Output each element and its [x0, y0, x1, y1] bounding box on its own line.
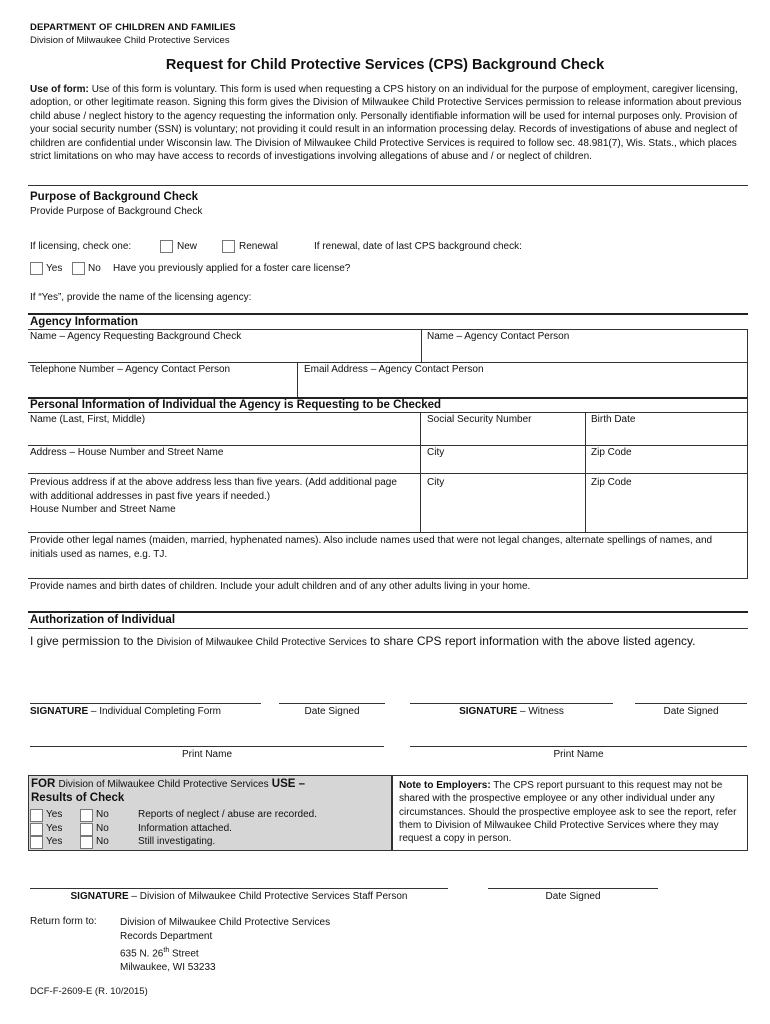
employers-note: [399, 779, 744, 845]
street-suffix: th: [163, 947, 170, 954]
staff-signature-label: [30, 891, 448, 902]
office-use-title: [31, 778, 305, 790]
street-number: 635 N. 26: [120, 948, 164, 960]
result-yes-checkbox[interactable]: [30, 823, 43, 836]
divider: [747, 397, 748, 578]
previous-address-label: Previous address if at the above address less than five years. (Add additional page with additional addresses in past five years if needed.): [30, 477, 397, 502]
previous-city-field[interactable]: City: [427, 477, 445, 488]
divider: [297, 362, 298, 397]
return-address-line1: Division of Milwaukee Child Protective Services: [120, 917, 331, 928]
previous-address-sublabel: House Number and Street Name: [30, 504, 176, 515]
result-yes-checkbox[interactable]: [30, 836, 43, 849]
divider: [28, 362, 748, 363]
divider: [420, 412, 421, 532]
purpose-provide-label[interactable]: Provide Purpose of Background Check: [30, 206, 203, 217]
divider: [28, 611, 748, 613]
previous-zip-field[interactable]: Zip Code: [591, 477, 632, 488]
print-name-label: Print Name: [181, 749, 232, 760]
staff-date-label: Date Signed: [545, 891, 601, 902]
divider: [28, 445, 748, 446]
divider: [585, 412, 586, 532]
result-yes-label: Yes: [46, 822, 63, 834]
foster-yes-label: Yes: [46, 263, 63, 274]
agency-phone-field[interactable]: Telephone Number – Agency Contact Person: [30, 364, 231, 375]
agency-email-field[interactable]: Email Address – Agency Contact Person: [304, 364, 484, 375]
witness-label: [410, 706, 613, 717]
agency-heading: Agency Information: [30, 316, 138, 328]
renewal-label: Renewal: [239, 241, 278, 252]
permission-division: Division of Milwaukee Child Protective Services: [156, 637, 367, 648]
individual-name-field[interactable]: Name (Last, First, Middle): [30, 414, 146, 425]
signature-line[interactable]: [30, 703, 261, 704]
staff-signature-line[interactable]: [30, 888, 448, 889]
result-row: [30, 835, 390, 849]
return-address-line4: Milwaukee, WI 53233: [120, 962, 216, 974]
form-title: Request for Child Protective Services (CPS) Background Check: [165, 57, 605, 73]
children-field[interactable]: Provide names and birth dates of children. Include your adult children and of any other adults living in your home.: [30, 581, 531, 592]
witness-print-name-line[interactable]: [410, 746, 747, 747]
purpose-heading: Purpose of Background Check: [30, 191, 199, 203]
employers-note-label: Note to Employers:: [399, 780, 491, 791]
previous-address-field[interactable]: [30, 476, 410, 517]
return-address-line3: [120, 944, 330, 961]
return-to-label: Return form to:: [30, 916, 97, 927]
witness-signature-line[interactable]: [410, 703, 613, 704]
licensing-agency-label[interactable]: If “Yes”, provide the name of the licensing agency:: [30, 292, 252, 303]
birth-date-field[interactable]: Birth Date: [591, 414, 636, 425]
result-text: Information attached.: [138, 822, 232, 834]
witness-label-rest: – Witness: [517, 706, 564, 717]
licensing-label: If licensing, check one:: [30, 241, 132, 252]
result-no-checkbox[interactable]: [80, 809, 93, 822]
result-text: Still investigating.: [138, 836, 216, 847]
permission-text-end: to share CPS report information with the above listed agency.: [366, 634, 696, 648]
result-no-checkbox[interactable]: [80, 836, 93, 849]
witness-label-bold: SIGNATURE: [459, 706, 518, 717]
divider: [28, 578, 748, 579]
city-field[interactable]: City: [427, 447, 445, 458]
signature-label: [30, 706, 221, 717]
office-use-use: USE –: [271, 778, 306, 790]
renewal-checkbox[interactable]: [222, 240, 235, 253]
renewal-date-label[interactable]: If renewal, date of last CPS background check:: [314, 241, 522, 252]
result-no-label: No: [96, 836, 109, 847]
divider: [747, 329, 748, 397]
zip-field[interactable]: Zip Code: [591, 447, 632, 458]
date-signed-line[interactable]: [279, 703, 385, 704]
signature-label-rest: – Individual Completing Form: [88, 706, 221, 717]
signature-label-bold: SIGNATURE: [30, 706, 89, 717]
form-id: DCF-F-2609-E (R. 10/2015): [30, 986, 148, 997]
department-name: DEPARTMENT OF CHILDREN AND FAMILIES: [30, 22, 236, 33]
employers-note-text: The CPS report pursuant to this request may not be shared with the prospective employee or any other individual under any circumstances. Should the prospective employee ask to see the report, refer them to Division of Milwaukee Child Protective Services where they may request a copy in person.: [399, 780, 737, 845]
result-no-label: No: [96, 809, 109, 820]
street-name: Street: [169, 948, 199, 960]
use-of-form-text: Use of this form is voluntary. This form is used when requesting a CPS history on an individual for the purpose of employment, caregiver licensing, adoption, or other legitimate reason. Signing this form gives the Division of Milwaukee Child Protective Services permission to release information about previous child abuse / neglect history to the agency requesting the information only. Personally identifiable information will be used for internal purposes only. Provision of your social security number (SSN) is voluntary; not providing it could result in an information processing delay. Records of investigations of abuse and neglect of children are confidential under Wisconsin law. The Division of Milwaukee Child Protective Services is required to follow sec. 48.981(7), Wis. Stats., which places strict limitations on who may have access to records of investigations involving allegations of abuse and / or neglect of children.: [30, 84, 742, 163]
staff-date-line[interactable]: [488, 888, 658, 889]
date-signed-label: Date Signed: [304, 706, 360, 717]
witness-date-line[interactable]: [635, 703, 747, 704]
office-use-division: Division of Milwaukee Child Protective Services: [58, 779, 269, 790]
new-checkbox[interactable]: [160, 240, 173, 253]
return-address: [120, 916, 330, 975]
divider: [28, 329, 748, 330]
use-of-form-label: Use of form:: [30, 84, 89, 95]
division-name: Division of Milwaukee Child Protective Services: [30, 35, 230, 46]
result-row: [30, 808, 390, 822]
authorization-heading: Authorization of Individual: [30, 614, 176, 626]
foster-no-label: No: [88, 263, 101, 274]
result-no-checkbox[interactable]: [80, 823, 93, 836]
divider: [28, 313, 748, 315]
use-of-form-paragraph: [30, 83, 748, 163]
ssn-field[interactable]: Social Security Number: [427, 414, 532, 425]
witness-date-label: Date Signed: [663, 706, 719, 717]
staff-signature-rest: – Division of Milwaukee Child Protective Services Staff Person: [128, 891, 408, 902]
witness-print-name-label: Print Name: [553, 749, 604, 760]
foster-question: Have you previously applied for a foster care license?: [113, 263, 351, 274]
divider: [28, 473, 748, 474]
result-yes-checkbox[interactable]: [30, 809, 43, 822]
foster-no-checkbox[interactable]: [72, 262, 85, 275]
results-of-check-label: Results of Check: [31, 792, 125, 804]
new-label: New: [177, 241, 198, 252]
divider: [28, 412, 748, 413]
results-rows: [30, 808, 390, 849]
authorization-statement: [30, 633, 730, 651]
result-text: Reports of neglect / abuse are recorded.: [138, 809, 317, 820]
result-yes-label: Yes: [46, 809, 63, 820]
divider: [421, 329, 422, 362]
foster-yes-checkbox[interactable]: [30, 262, 43, 275]
divider: [28, 185, 748, 186]
result-no-label: No: [96, 822, 109, 834]
personal-heading: Personal Information of Individual the Agency is Requesting to be Checked: [30, 399, 442, 411]
divider: [28, 532, 748, 533]
print-name-line[interactable]: [30, 746, 384, 747]
return-address-line2: Records Department: [120, 931, 213, 942]
office-use-for: FOR: [31, 778, 56, 790]
other-names-field[interactable]: Provide other legal names (maiden, married, hyphenated names). Also include names used that were not legal changes, alternate spellings of names, and initials used as names, e.g. TJ.: [30, 535, 713, 560]
staff-signature-bold: SIGNATURE: [70, 891, 129, 902]
permission-text: I give permission to the: [30, 634, 157, 648]
result-yes-label: Yes: [46, 836, 63, 847]
address-field[interactable]: Address – House Number and Street Name: [30, 447, 224, 458]
result-row: [30, 822, 390, 836]
divider: [28, 628, 748, 629]
agency-contact-name-field[interactable]: Name – Agency Contact Person: [427, 331, 570, 342]
agency-name-field[interactable]: Name – Agency Requesting Background Check: [30, 331, 242, 342]
